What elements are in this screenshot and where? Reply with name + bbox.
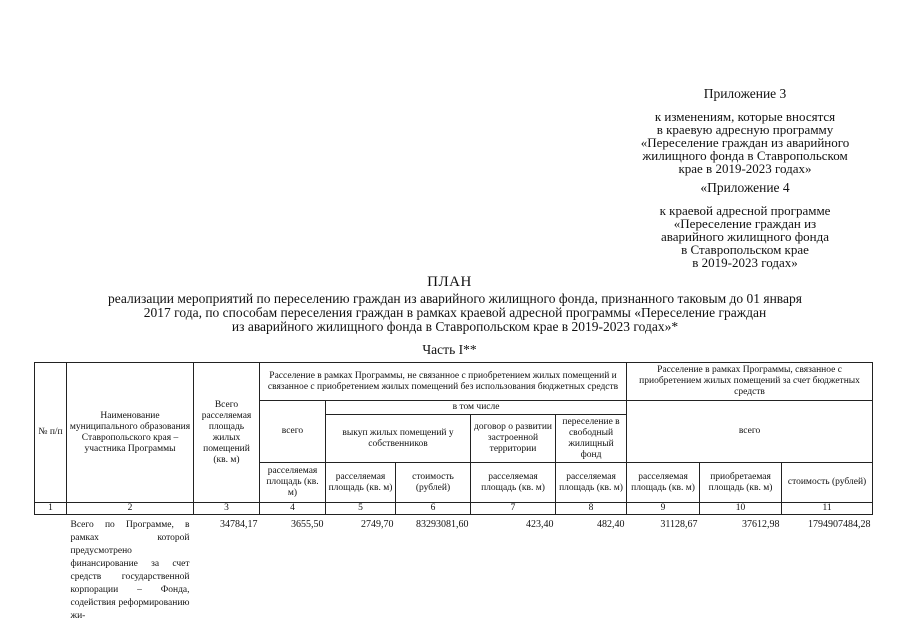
cell-col-9: 31128,67 xyxy=(660,519,698,530)
table-header-row xyxy=(35,363,873,401)
cell-col-4: 3655,50 xyxy=(291,519,324,530)
appendix-4-line: «Переселение граждан из xyxy=(673,216,817,231)
appendix-4-line: в Ставропольском крае xyxy=(681,242,809,257)
column-number: 1 xyxy=(35,503,67,515)
plan-table xyxy=(34,362,873,623)
header-municipality: Наименование муниципального образования Ставропольского края – участника Программы xyxy=(67,363,194,503)
column-number: 6 xyxy=(396,503,471,515)
header-total: всего xyxy=(260,401,326,463)
column-number: 11 xyxy=(782,503,873,515)
header-col-8: расселяемая площадь (кв. м) xyxy=(556,463,627,503)
cell-total-area: 34784,17 xyxy=(220,519,258,530)
header-including: в том числе xyxy=(326,401,627,415)
header-col-10: приобретаемая площадь (кв. м) xyxy=(700,463,782,503)
part-title: Часть I** xyxy=(422,342,477,357)
header-group-budget: Расселение в рамках Программы, связанное с приобретением жилых помещений за счет бюджетных средств xyxy=(627,363,873,401)
cell-col-6: 83293081,60 xyxy=(416,519,469,530)
header-contract: договор о развитии застроенной территории xyxy=(471,415,556,463)
cell-col-5: 2749,70 xyxy=(361,519,394,530)
cell-municipality: Всего по Программе, в рамках которой предусмотрено финансирование за счет средств государственной корпорации – Фонда, содействия реформированию жи- xyxy=(70,520,190,621)
appendix-3-line: жилищного фонда в Ставропольском xyxy=(642,148,848,163)
appendix-4-line: аварийного жилищного фонда xyxy=(660,229,829,244)
header-col-9: расселяемая площадь (кв. м) xyxy=(627,463,700,503)
cell-col-10: 37612,98 xyxy=(742,519,780,530)
header-num: № п/п xyxy=(35,363,67,503)
appendix-3-block xyxy=(615,87,875,175)
cell-col-7: 423,40 xyxy=(526,519,554,530)
plan-subtitle-line: реализации мероприятий по переселению граждан из аварийного жилищного фонда, признанного таковым до 01 января xyxy=(108,291,802,306)
appendix-4-line: к краевой адресной программе xyxy=(659,203,831,218)
column-number: 9 xyxy=(627,503,700,515)
column-number: 8 xyxy=(556,503,627,515)
column-number: 4 xyxy=(260,503,326,515)
header-total-area: Всего расселяемая площадь жилых помещений (кв. м) xyxy=(194,363,260,503)
plan-subtitle xyxy=(60,292,850,334)
appendix-4-heading: «Приложение 4 xyxy=(700,180,790,195)
appendix-4-block xyxy=(622,181,868,269)
column-number: 2 xyxy=(67,503,194,515)
header-total-budget: всего xyxy=(627,401,873,463)
plan-subtitle-line: 2017 года, по способам переселения граждан в рамках краевой адресной программы «Переселение граждан xyxy=(143,305,767,320)
appendix-3-line: в краевую адресную программу xyxy=(656,122,834,137)
plan-title: ПЛАН xyxy=(427,274,472,290)
column-number: 3 xyxy=(194,503,260,515)
appendix-3-line: крае в 2019-2023 годах» xyxy=(678,161,812,176)
header-free-fund: переселение в свободный жилищный фонд xyxy=(556,415,627,463)
header-col-7: расселяемая площадь (кв. м) xyxy=(471,463,556,503)
appendix-3-line: «Переселение граждан из аварийного xyxy=(640,135,850,150)
header-group-nonbudget: Расселение в рамках Программы, не связанное с приобретением жилых помещений и связанное с приобретением жилых помещений без использования бюджетных средств xyxy=(260,363,627,401)
header-col-4: расселяемая площадь (кв. м) xyxy=(260,463,326,503)
cell-num xyxy=(35,515,67,624)
column-number: 7 xyxy=(471,503,556,515)
column-number: 10 xyxy=(700,503,782,515)
header-col-5: расселяемая площадь (кв. м) xyxy=(326,463,396,503)
column-number: 5 xyxy=(326,503,396,515)
plan-subtitle-line: из аварийного жилищного фонда в Ставропольском крае в 2019-2023 годах»* xyxy=(231,319,679,334)
column-number-row xyxy=(35,503,873,515)
appendix-4-line: в 2019-2023 годах» xyxy=(692,255,798,270)
cell-col-11: 1794907484,28 xyxy=(808,519,871,530)
header-col-11: стоимость (рублей) xyxy=(782,463,873,503)
header-col-6: стоимость (рублей) xyxy=(396,463,471,503)
header-buyout: выкуп жилых помещений у собственников xyxy=(326,415,471,463)
appendix-3-line: к изменениям, которые вносятся xyxy=(654,109,836,124)
table-row xyxy=(35,515,873,624)
cell-col-8: 482,40 xyxy=(597,519,625,530)
appendix-3-heading: Приложение 3 xyxy=(703,86,787,101)
